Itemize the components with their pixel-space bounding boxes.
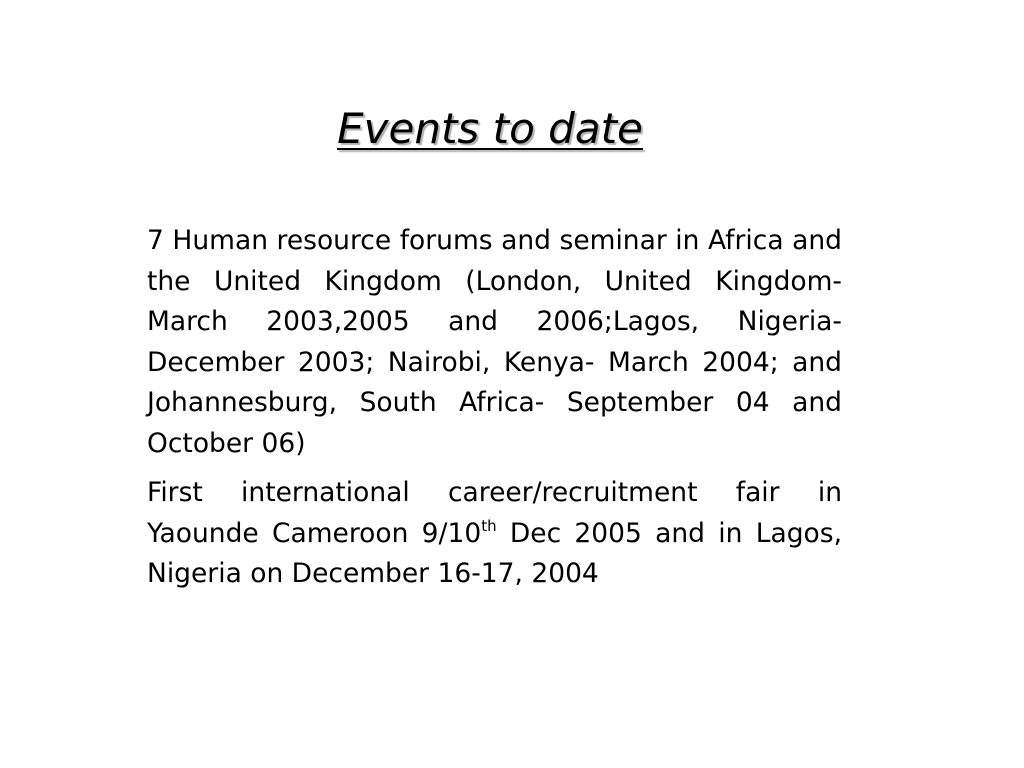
paragraph-career-fair (147, 473, 842, 595)
slide-body (147, 221, 842, 604)
career-fair-text-after: Dec 2005 and in Lagos, Nigeria on December 16-17, 2004 (147, 517, 842, 589)
ordinal-superscript: th (481, 516, 497, 535)
slide-title: Events to date (337, 104, 643, 153)
paragraph-hr-forums: 7 Human resource forums and seminar in Africa and the United Kingdom (London, United Kingdom- March 2003,2005 and 2006;Lagos, Nigeria- December 2003; Nairobi, Kenya- March 2004; and Johannesburg, South Africa- September 04 and October 06) (147, 225, 842, 459)
career-fair-text-before: First international career/recruitment fair in Yaounde Cameroon 9/10 (147, 477, 842, 549)
